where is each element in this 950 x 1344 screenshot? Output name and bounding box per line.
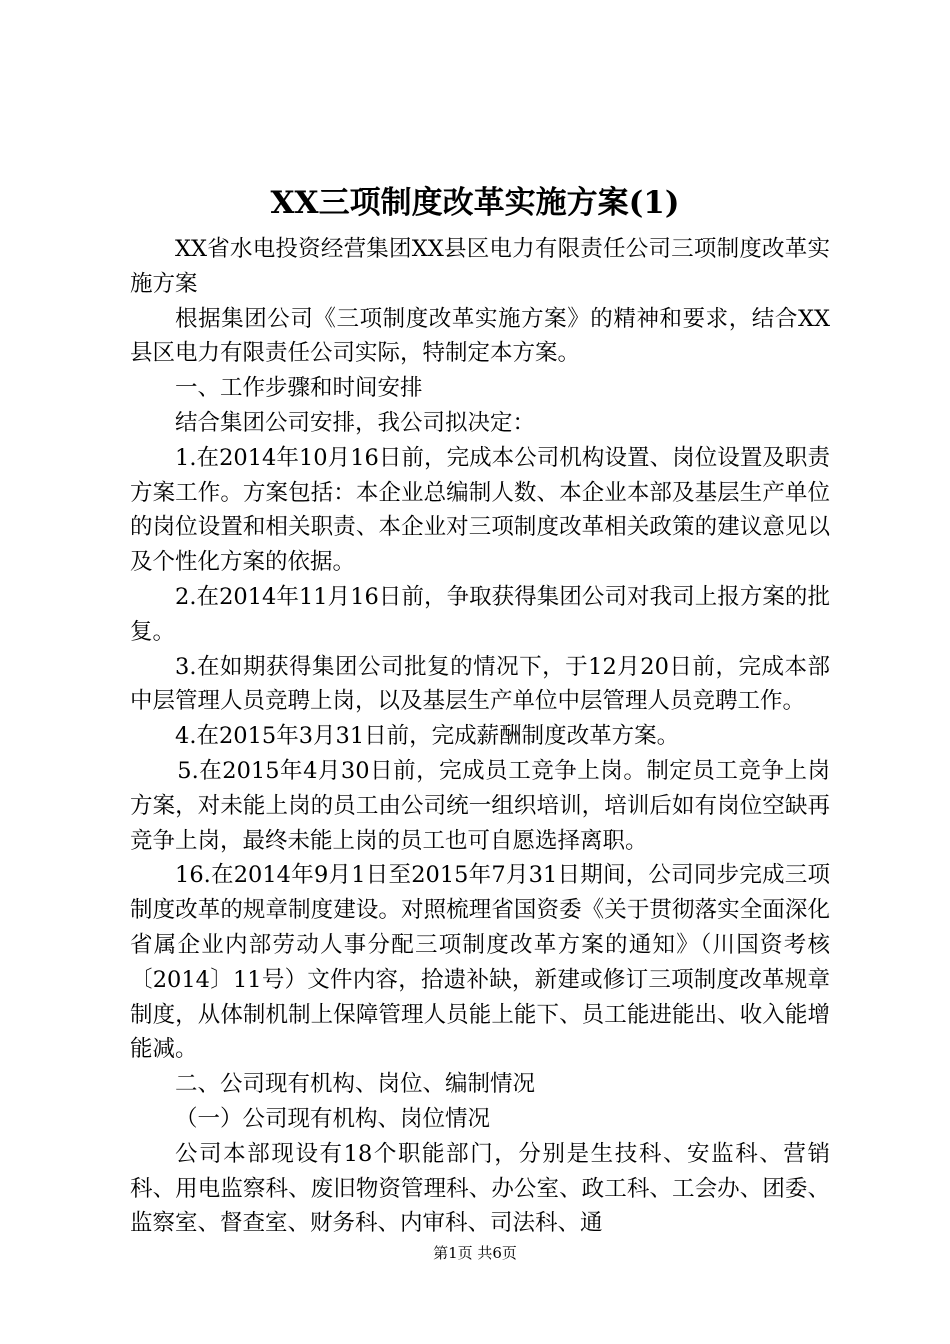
page-footer: 第1页 共6页 <box>433 1244 517 1262</box>
list-item-16: 16.在2014年9月1日至2015年7月31日期间，公司同步完成三项制度改革的规章制度建设。对照梳理省国资委《关于贯彻落实全面深化省属企业内部劳动人事分配三项制度改革方案的通知》（川国资考核〔2014〕11号）文件内容，拾遗补缺，新建或修订三项制度改革规章制度，从体制机制上保障管理人员能上能下、员工能进能出、收入能增能减。 <box>130 862 830 1063</box>
paragraph-basis: 根据集团公司《三项制度改革实施方案》的精神和要求，结合XX县区电力有限责任公司实际，特制定本方案。 <box>130 305 830 367</box>
paragraph-departments: 公司本部现设有18个职能部门，分别是生技科、安监科、营销科、用电监察科、废旧物资管理科、办公室、政工科、工会办、团委、监察室、督查室、财务科、内审科、司法科、通 <box>130 1140 830 1237</box>
subsection-heading-1: （一）公司现有机构、岗位情况 <box>175 1105 491 1132</box>
paragraph-decision: 结合集团公司安排，我公司拟决定： <box>175 409 536 436</box>
list-item-4: 4.在2015年3月31日前，完成薪酬制度改革方案。 <box>175 723 680 750</box>
list-item-1: 1.在2014年10月16日前，完成本公司机构设置、岗位设置及职责方案工作。方案包括：本企业总编制人数、本企业本部及基层生产单位的岗位设置和相关职责、本企业对三项制度改革相关政策的建议意见以及个性化方案的依据。 <box>130 444 830 576</box>
paragraph-intro: XX省水电投资经营集团XX县区电力有限责任公司三项制度改革实施方案 <box>130 236 830 297</box>
section-heading-2: 二、公司现有机构、岗位、编制情况 <box>175 1071 536 1098</box>
list-item-2: 2.在2014年11月16日前，争取获得集团公司对我司上报方案的批复。 <box>130 583 830 645</box>
section-heading-1: 一、工作步骤和时间安排 <box>175 375 423 402</box>
document-title: XX三项制度改革实施方案(1) <box>270 185 680 221</box>
list-item-3: 3.在如期获得集团公司批复的情况下，于12月20日前，完成本部中层管理人员竞聘上岗，以及基层生产单位中层管理人员竞聘工作。 <box>130 653 830 715</box>
document-body <box>130 232 830 1241</box>
list-item-5: 5.在2015年4月30日前，完成员工竞争上岗。制定员工竞争上岗方案，对未能上岗的员工由公司统一组织培训，培训后如有岗位空缺再竞争上岗，最终未能上岗的员工也可自愿选择离职。 <box>130 757 830 854</box>
